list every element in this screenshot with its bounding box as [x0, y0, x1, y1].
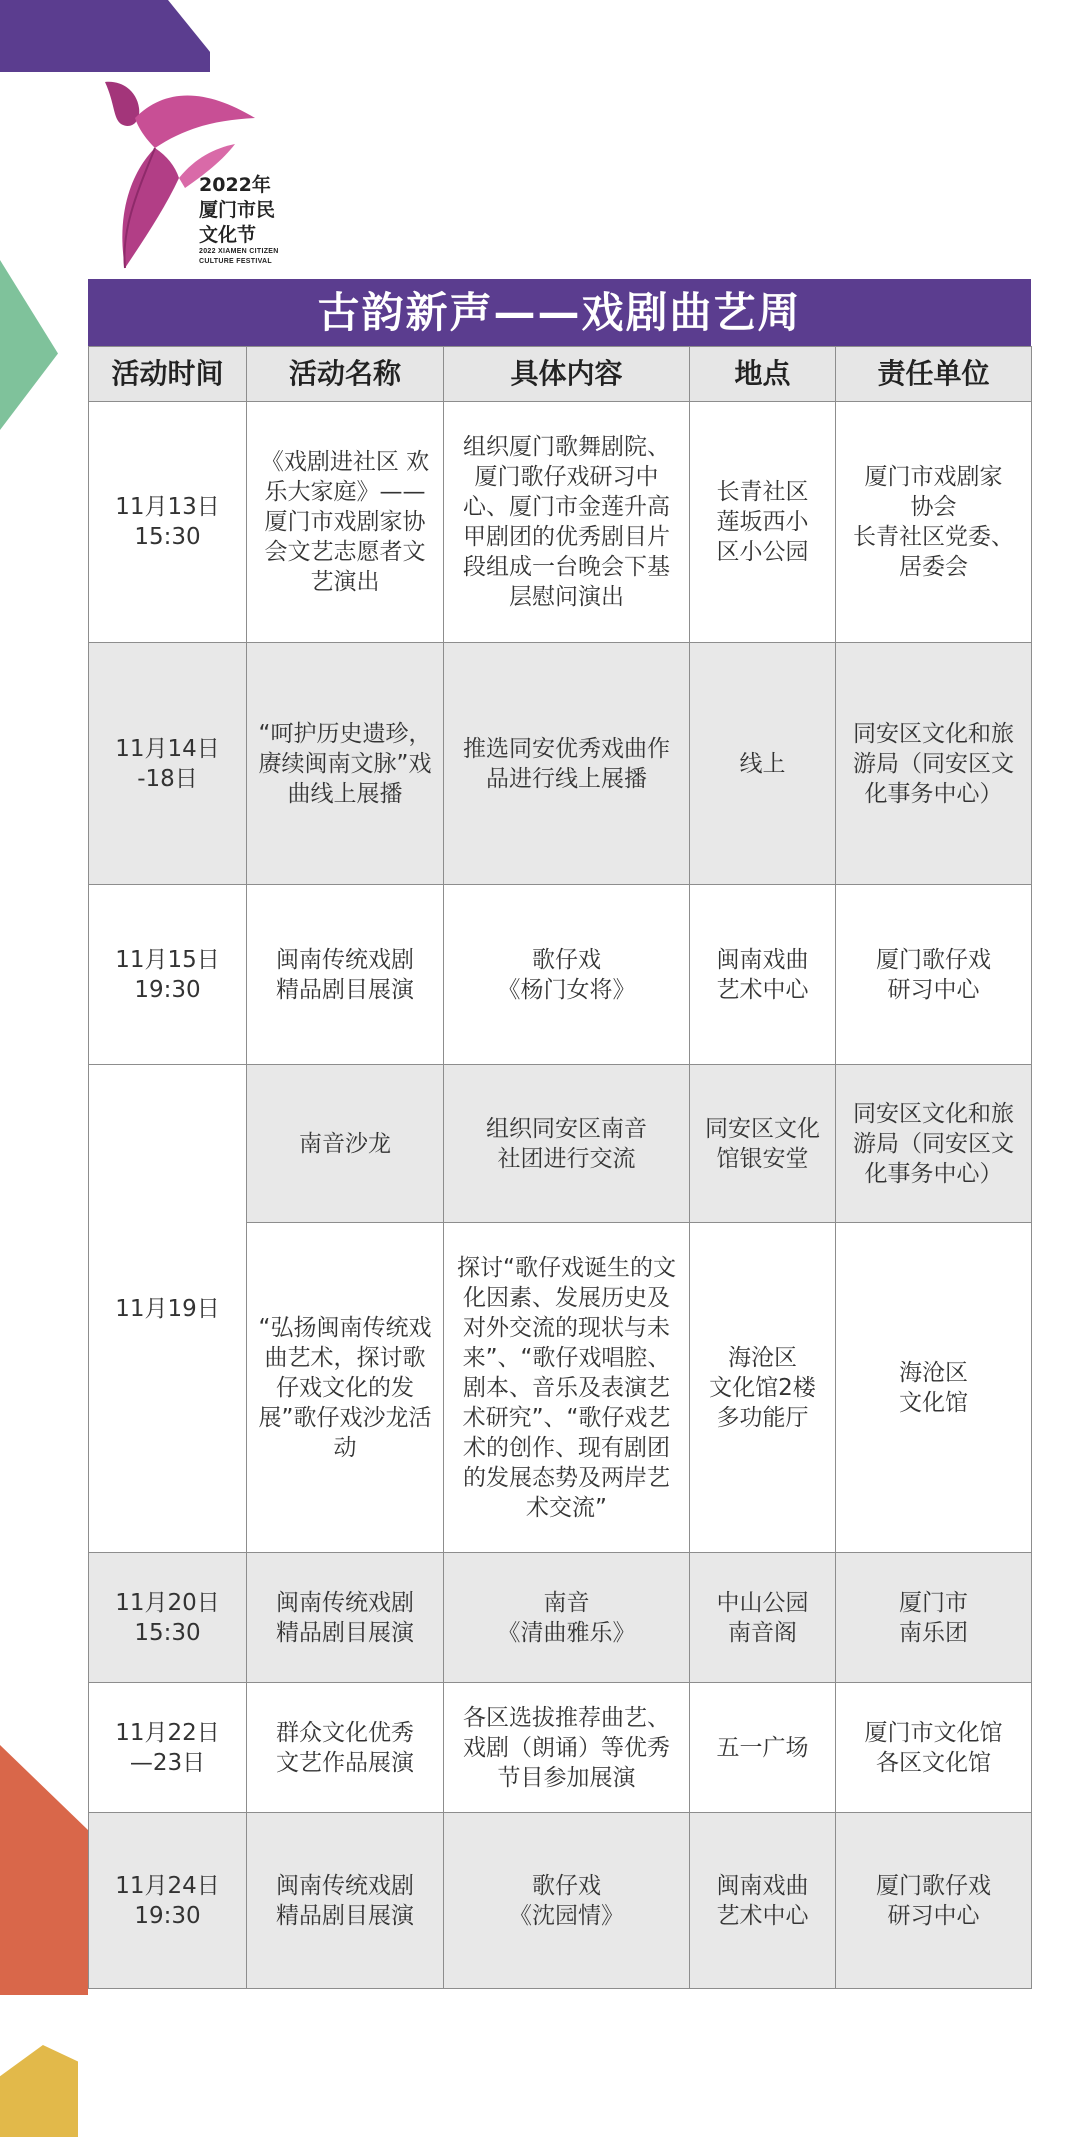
cell-unit: 厦门市 南乐团: [836, 1553, 1032, 1683]
cell-place: 长青社区 莲坂西小 区小公园: [690, 402, 836, 643]
logo-english-line2: CULTURE FESTIVAL: [199, 258, 272, 265]
cell-name: “弘扬闽南传统戏曲艺术，探讨歌仔戏文化的发展”歌仔戏沙龙活动: [247, 1223, 444, 1553]
cell-place: 海沧区 文化馆2楼 多功能厅: [690, 1223, 836, 1553]
table-row: [89, 1813, 1032, 1989]
cell-name: “呵护历史遗珍，赓续闽南文脉”戏曲线上展播: [247, 643, 444, 885]
cell-name: 闽南传统戏剧 精品剧目展演: [247, 1553, 444, 1683]
cell-name: 南音沙龙: [247, 1065, 444, 1223]
schedule-table-container: [88, 279, 1031, 1989]
cell-content: 组织厦门歌舞剧院、厦门歌仔戏研习中心、厦门市金莲升高甲剧团的优秀剧目片段组成一台晚会下基层慰问演出: [444, 402, 690, 643]
header-content: 具体内容: [444, 347, 690, 402]
cell-place: 闽南戏曲 艺术中心: [690, 1813, 836, 1989]
cell-time: 11月20日 15:30: [89, 1553, 247, 1683]
cell-content: 各区选拔推荐曲艺、戏剧（朗诵）等优秀节目参加展演: [444, 1683, 690, 1813]
cell-time: 11月22日 —23日: [89, 1683, 247, 1813]
header-place: 地点: [690, 347, 836, 402]
cell-time: 11月15日 19:30: [89, 885, 247, 1065]
cell-unit: 同安区文化和旅游局（同安区文化事务中心）: [836, 1065, 1032, 1223]
cell-name: 闽南传统戏剧 精品剧目展演: [247, 885, 444, 1065]
table-row: [89, 885, 1032, 1065]
table-header-row: [89, 347, 1032, 402]
cell-place: 闽南戏曲 艺术中心: [690, 885, 836, 1065]
purple-corner-decoration: [0, 0, 210, 72]
cell-unit: 同安区文化和旅游局（同安区文化事务中心）: [836, 643, 1032, 885]
header-time: 活动时间: [89, 347, 247, 402]
yellow-shape-decoration: [0, 2045, 78, 2137]
table-row: [89, 1553, 1032, 1683]
cell-content: 探讨“歌仔戏诞生的文化因素、发展历史及对外交流的现状与未来”、“歌仔戏唱腔、剧本、音乐及表演艺术研究”、“歌仔戏艺术的创作、现有剧团的发展态势及两岸艺术交流”: [444, 1223, 690, 1553]
cell-place: 中山公园 南音阁: [690, 1553, 836, 1683]
cell-content: 南音 《清曲雅乐》: [444, 1553, 690, 1683]
cell-name: 群众文化优秀 文艺作品展演: [247, 1683, 444, 1813]
cell-place: 同安区文化 馆银安堂: [690, 1065, 836, 1223]
cell-content: 组织同安区南音 社团进行交流: [444, 1065, 690, 1223]
cell-unit: 厦门歌仔戏 研习中心: [836, 885, 1032, 1065]
cell-content: 歌仔戏 《沈园情》: [444, 1813, 690, 1989]
cell-unit: 海沧区 文化馆: [836, 1223, 1032, 1553]
cell-unit: 厦门市文化馆 各区文化馆: [836, 1683, 1032, 1813]
cell-name: 闽南传统戏剧 精品剧目展演: [247, 1813, 444, 1989]
header-name: 活动名称: [247, 347, 444, 402]
header-unit: 责任单位: [836, 347, 1032, 402]
orange-shape-decoration: [0, 1745, 88, 1995]
cell-name: 《戏剧进社区 欢乐大家庭》——厦门市戏剧家协会文艺志愿者文艺演出: [247, 402, 444, 643]
logo-year: 2022年: [199, 174, 271, 196]
table-row: [89, 1065, 1032, 1223]
table-row: [89, 643, 1032, 885]
cell-time: 11月24日 19:30: [89, 1813, 247, 1989]
cell-time: 11月14日 -18日: [89, 643, 247, 885]
table-row: [89, 402, 1032, 643]
schedule-title: 古韵新声——戏剧曲艺周: [88, 279, 1031, 346]
logo-title-line1: 厦门市民: [199, 199, 276, 221]
cell-content: 歌仔戏 《杨门女将》: [444, 885, 690, 1065]
cell-unit: 厦门市戏剧家 协会 长青社区党委、 居委会: [836, 402, 1032, 643]
cell-content: 推选同安优秀戏曲作品进行线上展播: [444, 643, 690, 885]
logo-title-line2: 文化节: [199, 224, 257, 246]
cell-time: 11月19日: [89, 1065, 247, 1553]
schedule-table: [88, 346, 1032, 1989]
festival-logo: [95, 78, 305, 278]
table-row: [89, 1683, 1032, 1813]
logo-english-line1: 2022 XIAMEN CITIZEN: [199, 248, 279, 255]
cell-place: 线上: [690, 643, 836, 885]
cell-time: 11月13日 15:30: [89, 402, 247, 643]
cell-unit: 厦门歌仔戏 研习中心: [836, 1813, 1032, 1989]
green-triangle-decoration: [0, 260, 58, 430]
cell-place: 五一广场: [690, 1683, 836, 1813]
